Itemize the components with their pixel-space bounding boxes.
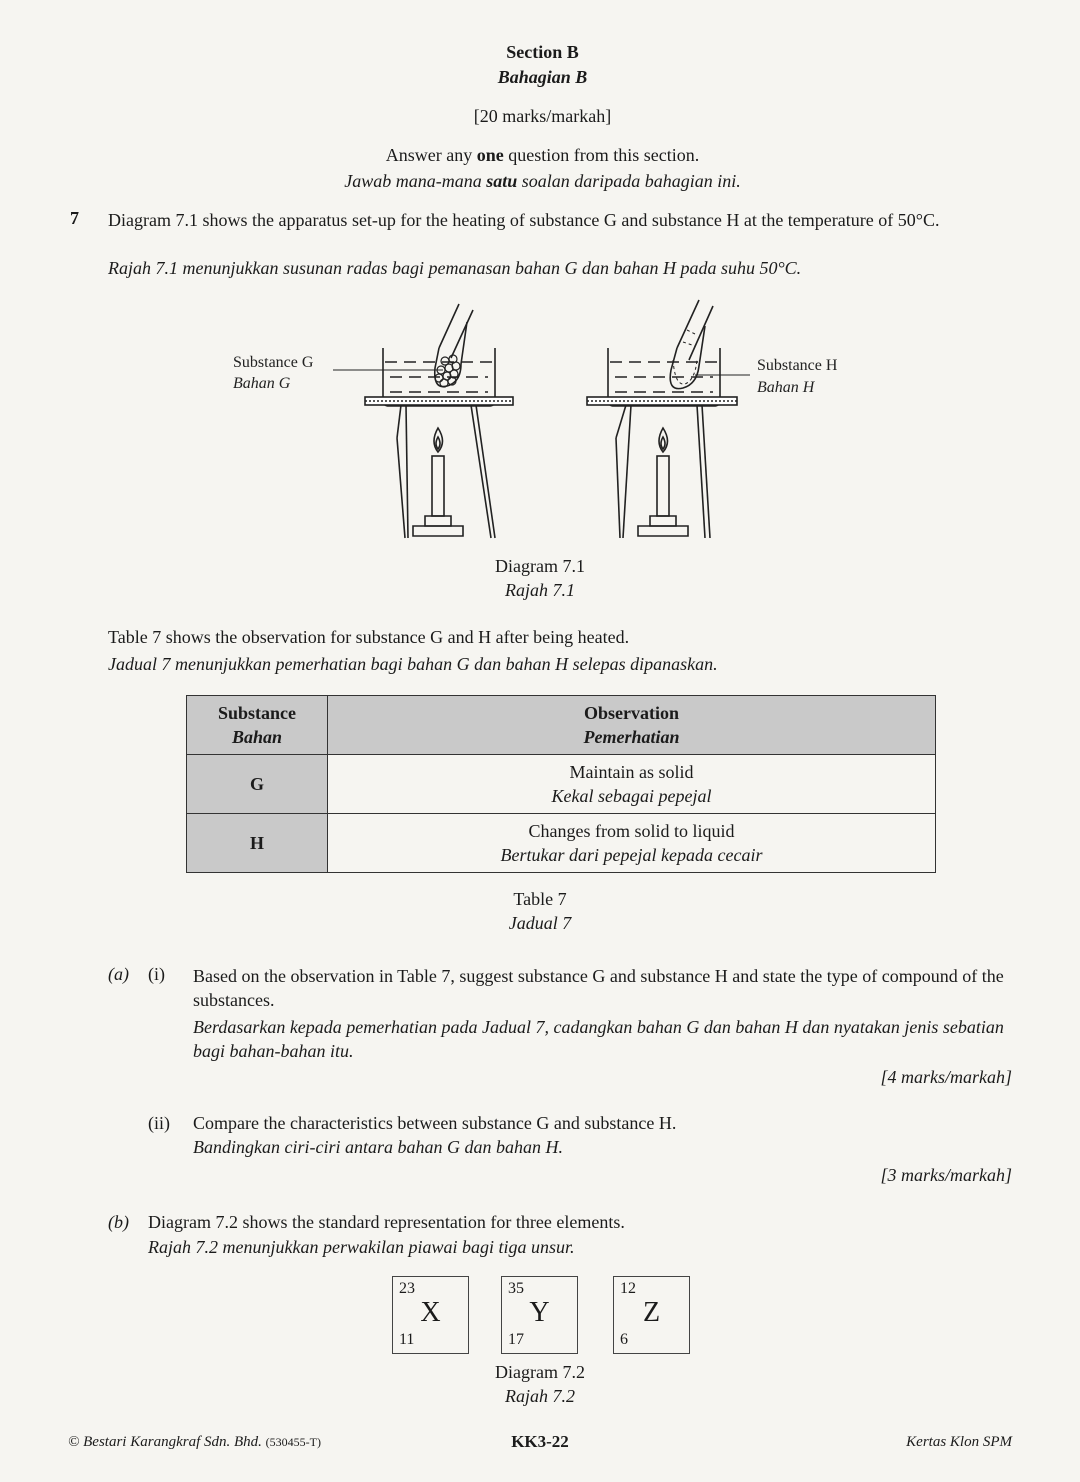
header-text: Substance bbox=[217, 703, 297, 723]
label-bahan-g: Bahan G bbox=[233, 375, 291, 392]
section-title: Section B bbox=[506, 42, 579, 62]
header-text: Pemerhatian bbox=[583, 727, 680, 747]
instruction-text: question from this section. bbox=[503, 145, 700, 165]
apparatus-diagram bbox=[225, 290, 865, 570]
observation-cell bbox=[328, 755, 936, 814]
proton-number: 6 bbox=[620, 1331, 628, 1348]
instruction-emphasis: satu bbox=[486, 171, 518, 191]
table-intro-en: Table 7 shows the observation for substance G and H after being heated. bbox=[108, 627, 630, 647]
question-intro-en: Diagram 7.1 shows the apparatus set-up for the heating of substance G and substance H at the temperature of 50°C. bbox=[108, 210, 940, 230]
question-number: 7 bbox=[70, 208, 79, 228]
nucleon-number: 35 bbox=[508, 1280, 524, 1297]
instruction-en bbox=[0, 145, 1080, 166]
table-header-row bbox=[187, 696, 936, 755]
part-b-text-ms: Rajah 7.2 menunjukkan perwakilan piawai bagi tiga unsur. bbox=[148, 1237, 575, 1257]
nucleon-number: 23 bbox=[399, 1280, 415, 1297]
left-apparatus bbox=[333, 304, 513, 538]
observation-table bbox=[186, 695, 936, 873]
header-substance bbox=[187, 696, 328, 755]
table-caption-ms: Jadual 7 bbox=[508, 913, 572, 933]
part-a-ii-marks: [3 marks/markah] bbox=[880, 1165, 1012, 1185]
part-a-i-text-ms: Berdasarkan kepada pemerhatian pada Jadual 7, cadangkan bahan G dan bahan H dan nyatakan jenis sebatian bagi bahan-bahan itu. bbox=[193, 1017, 1004, 1061]
header-text: Bahan bbox=[231, 727, 283, 747]
element-box-x bbox=[392, 1276, 469, 1354]
question-intro-ms: Rajah 7.1 menunjukkan susunan radas bagi pemanasan bahan G dan bahan H pada suhu 50°C. bbox=[108, 258, 802, 278]
part-a-label: (a) bbox=[108, 964, 129, 984]
table-intro-ms: Jadual 7 menunjukkan pemerhatian bagi bahan G dan bahan H selepas dipanaskan. bbox=[108, 654, 718, 674]
part-a-ii-label: (ii) bbox=[148, 1113, 170, 1133]
part-b-text-en: Diagram 7.2 shows the standard representation for three elements. bbox=[148, 1212, 625, 1232]
label-substance-g: Substance G bbox=[233, 354, 314, 371]
footer-page-code: KK3-22 bbox=[511, 1432, 569, 1451]
diagram-72-caption: Diagram 7.2 bbox=[495, 1362, 585, 1382]
element-box-y bbox=[501, 1276, 578, 1354]
element-box-z bbox=[613, 1276, 690, 1354]
section-title-ms: Bahagian B bbox=[497, 67, 588, 87]
right-apparatus bbox=[587, 300, 750, 538]
observation-text: Maintain as solid bbox=[569, 762, 694, 782]
section-marks: [20 marks/markah] bbox=[473, 106, 612, 126]
observation-cell bbox=[328, 814, 936, 873]
nucleon-number: 12 bbox=[620, 1280, 636, 1297]
table-caption: Table 7 bbox=[513, 889, 567, 909]
observation-text: Kekal sebagai pepejal bbox=[551, 786, 712, 806]
part-b-label: (b) bbox=[108, 1212, 129, 1232]
table-row bbox=[187, 755, 936, 814]
element-symbol: Z bbox=[642, 1297, 661, 1328]
part-a-ii-text-ms: Bandingkan ciri-ciri antara bahan G dan bahan H. bbox=[193, 1137, 563, 1157]
diagram-71-caption: Diagram 7.1 bbox=[495, 556, 585, 576]
instruction-emphasis: one bbox=[476, 145, 504, 165]
proton-number: 11 bbox=[399, 1331, 415, 1348]
substance-cell: H bbox=[187, 814, 328, 873]
instruction-text: Jawab mana-mana bbox=[344, 171, 487, 191]
instruction-text: soalan daripada bahagian ini. bbox=[517, 171, 741, 191]
instruction-text: Answer any bbox=[385, 145, 477, 165]
observation-text: Changes from solid to liquid bbox=[528, 821, 735, 841]
copyright-text: © Bestari Karangkraf Sdn. Bhd. bbox=[68, 1434, 262, 1450]
proton-number: 17 bbox=[508, 1331, 524, 1348]
part-a-ii-text-en: Compare the characteristics between substance G and substance H. bbox=[193, 1113, 677, 1133]
header-observation bbox=[328, 696, 936, 755]
element-symbol: X bbox=[420, 1297, 441, 1328]
diagram-72-caption-ms: Rajah 7.2 bbox=[505, 1386, 575, 1406]
company-registration: (530455-T) bbox=[265, 1435, 321, 1449]
label-substance-h: Substance H bbox=[757, 357, 838, 374]
part-a-i-label: (i) bbox=[148, 964, 165, 984]
observation-text: Bertukar dari pepejal kepada cecair bbox=[500, 845, 763, 865]
substance-cell: G bbox=[187, 755, 328, 814]
footer-series: Kertas Klon SPM bbox=[906, 1434, 1012, 1450]
part-a-i-text-en: Based on the observation in Table 7, suggest substance G and substance H and state the type of compound of the substances. bbox=[193, 966, 1004, 1010]
part-a-i-marks: [4 marks/markah] bbox=[880, 1067, 1012, 1087]
label-bahan-h: Bahan H bbox=[757, 379, 815, 396]
diagram-71-caption-ms: Rajah 7.1 bbox=[505, 580, 575, 600]
element-symbol: Y bbox=[529, 1297, 550, 1328]
instruction-ms bbox=[0, 171, 1080, 192]
header-text: Observation bbox=[583, 703, 679, 723]
table-row bbox=[187, 814, 936, 873]
